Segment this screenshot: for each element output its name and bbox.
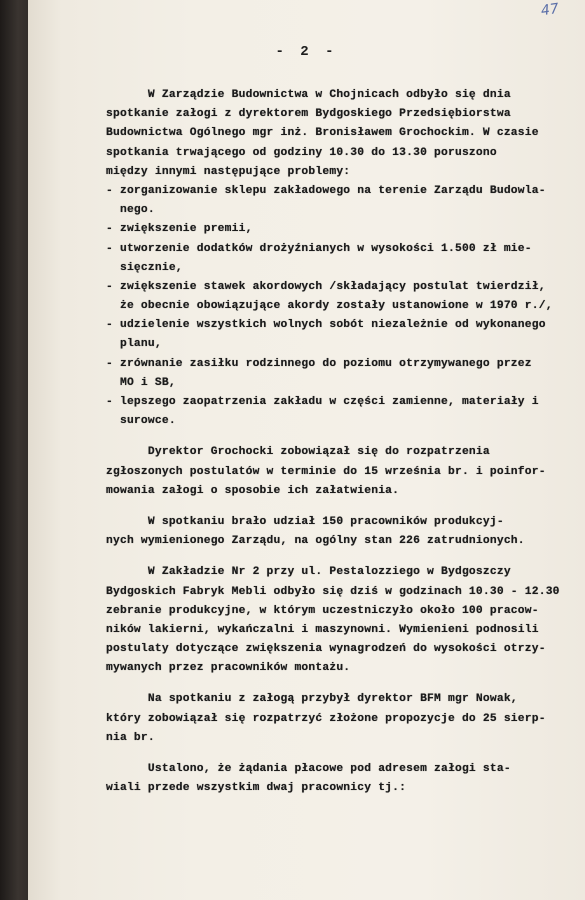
text-line: zebranie produkcyjne, w którym uczestniczyło około 100 pracow- — [106, 604, 539, 617]
text-line: Dyrektor Grochocki zobowiązał się do rozpatrzenia — [106, 446, 490, 459]
list-item: - lepszego zaopatrzenia zakładu w części zamienne, materiały i — [106, 396, 539, 408]
text-line: mywanych przez pracowników montażu. — [106, 662, 351, 675]
list-item: że obecnie obowiązujące akordy zostały ustanowione w 1970 r./, — [106, 300, 553, 313]
paragraph-3 — [106, 513, 585, 551]
text-line: między innymi następujące problemy: — [106, 165, 351, 178]
list-item: - zorganizowanie sklepu zakładowego na terenie Zarządu Budowla- — [106, 184, 546, 197]
list-item: - zwiększenie premii, — [106, 223, 253, 236]
text-line: spotkanie załogi z dyrektorem Bydgoskiego Przedsiębiorstwa — [106, 108, 511, 121]
text-line: spotkania trwającego od godziny 10.30 do 13.30 poruszono — [106, 146, 497, 159]
paragraph-6 — [106, 760, 585, 798]
text-line: postulaty dotyczące zwiększenia wynagrodzeń do wysokości otrzy- — [106, 643, 546, 656]
text-line: Na spotkaniu z załogą przybył dyrektor BFM mgr Nowak, — [106, 693, 518, 706]
list-item: - zwiększenie stawek akordowych /składający postulat twierdził, — [106, 280, 546, 293]
document-page — [28, 0, 585, 900]
text-line: wiali przede wszystkim dwaj pracownicy tj.: — [106, 782, 407, 795]
paragraph-5 — [106, 690, 585, 748]
problems-list — [106, 182, 585, 431]
list-item: nego. — [106, 204, 155, 217]
list-item: - udzielenie wszystkich wolnych sobót niezależnie od wykonanego — [106, 319, 546, 332]
text-line: nych wymienionego Zarządu, na ogólny stan 226 zatrudnionych. — [106, 535, 525, 548]
text-line: W Zarządzie Budownictwa w Chojnicach odbyło się dnia — [106, 89, 511, 101]
text-line: Budownictwa Ogólnego mgr inż. Bronisławem Grochockim. W czasie — [106, 127, 539, 140]
text-line: W spotkaniu brało udział 150 pracowników produkcyj- — [106, 515, 504, 528]
text-line: który zobowiązał się rozpatrzyć złożone propozycje do 25 sierp- — [106, 712, 546, 725]
list-item: - zrównanie zasiłku rodzinnego do poziomu otrzymywanego przez — [106, 357, 532, 370]
list-item: MO i SB, — [106, 376, 176, 389]
paragraph-2 — [106, 443, 585, 501]
text-line: nia br. — [106, 731, 155, 744]
list-item: - utworzenie dodatków drożyźnianych w wysokości 1.500 zł mie- — [106, 242, 532, 255]
text-line: mowania załogi o sposobie ich załatwienia. — [106, 484, 400, 497]
text-line: zgłoszonych postulatów w terminie do 15 września br. i poinfor- — [106, 465, 546, 478]
list-item: sięcznie, — [106, 261, 183, 274]
text-line: ników lakierni, wykańczalni i maszynowni. Wymienieni podnosili — [106, 623, 539, 636]
paragraph-4 — [106, 563, 585, 678]
text-line: Bydgoskich Fabryk Mebli odbyło się dziś w godzinach 10.30 - 12.30 — [106, 585, 560, 598]
list-item: planu, — [106, 338, 162, 351]
text-line: Ustalono, że żądania płacowe pod adresem załogi sta- — [106, 763, 511, 775]
paragraph-1 — [106, 86, 585, 182]
text-line: W Zakładzie Nr 2 przy ul. Pestalozziego w Bydgoszczy — [106, 566, 511, 579]
page-number: - 2 - — [275, 44, 338, 60]
handwritten-page-note: 47 — [540, 0, 561, 20]
typed-text-body — [106, 86, 585, 798]
list-item: surowce. — [106, 415, 176, 428]
